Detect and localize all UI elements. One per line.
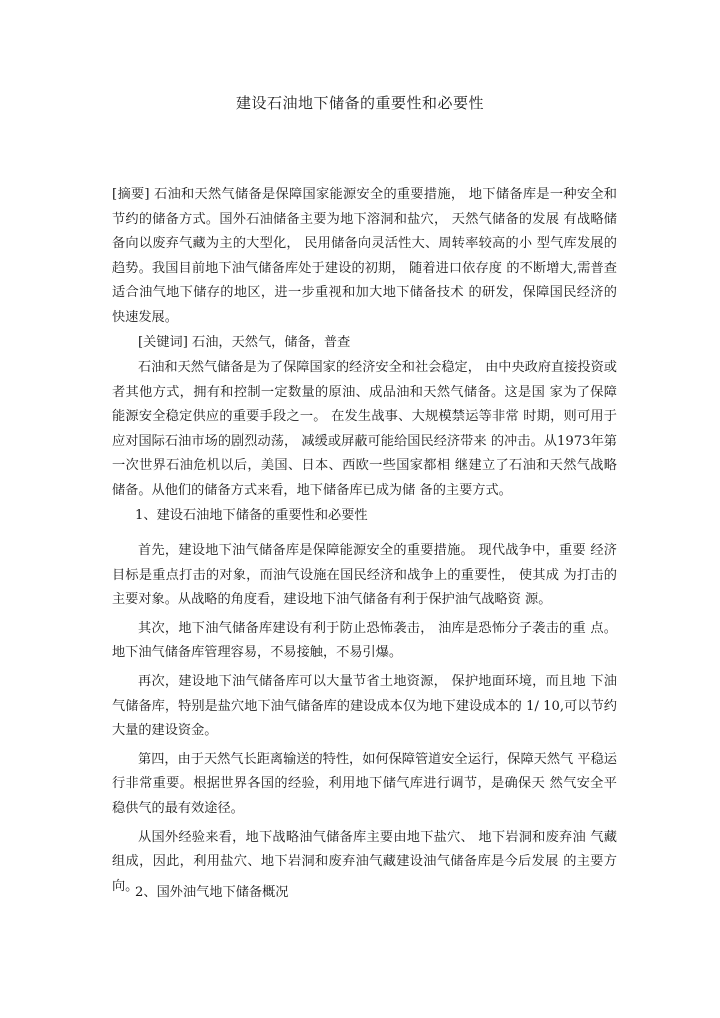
paragraph-first: 首先，建设地下油气储备库是保障能源安全的重要措施。 现代战争中，重要 经济目标是重点打击的对象，而油气设施在国民经济和战争上的重要性， 使其成 为打击的主要对象。从战略的角度看，建设地下油气储备有利于保护油气战略资 源。 xyxy=(112,543,617,608)
intro-paragraph xyxy=(112,356,617,504)
abstract-text: [摘要] 石油和天然气储备是保障国家能源安全的重要措施， 地下储备库是一种安全和节约的储备方式。国外石油储备主要为地下溶洞和盐穴， 天然气储备的发展 有战略储备向以废弃气藏为主的大型化， 民用储备向灵活性大、周转率较高的小 型气库发展的趋势。我国目前地下油气储备库处于建设的初期， 随着进口依存度 的不断增大,需普查适合油气地下储存的地区，进一步重视和加大地下储备技术 的研发，保障国民经济的快速发展。 xyxy=(112,187,617,325)
document-title: 建设石油地下储备的重要性和必要性 xyxy=(235,94,484,112)
keywords-text: [关键词] 石油，天然气，储备，普查 xyxy=(138,335,351,350)
abstract-paragraph xyxy=(112,183,617,331)
paragraph-fifth: 从国外经验来看，地下战略油气储备库主要由地下盐穴、 地下岩洞和废弃油 气藏组成，因此，利用盐穴、地下岩洞和废弃油气藏建设油气储备库是今后发展 的主要方向。 xyxy=(112,829,617,894)
paragraph-second: 其次，地下油气储备库建设有利于防止恐怖袭击， 油库是恐怖分子袭击的重 点。地下油气储备库管理容易，不易接触，不易引爆。 xyxy=(112,620,617,661)
intro-text: 石油和天然气储备是为了保障国家的经济安全和社会稳定， 由中央政府直接投资或者其他方式，拥有和控制一定数量的原油、成品油和天然气储备。这是国 家为了保障能源安全稳定供应的重要手段之一。 在发生战事、大规模禁运等非常 时期，则可用于应对国际石油市场的剧烈动荡， 减缓或屏蔽可能给国民经济带来 的冲击。从1973年第一次世界石油危机以后，美国、日本、西欧一些国家都相 继建立了石油和天然气战略储备。从他们的储备方式来看，地下储备库已成为储 备的主要方式。 xyxy=(112,360,617,498)
section-1-body xyxy=(112,539,617,899)
paragraph-third: 再次，建设地下油气储备库可以大量节省土地资源， 保护地面环境，而且地 下油气储备库，特别是盐穴地下油气储备库的建设成本仅为地下建设成本的 1/ 10,可以节约大量的建设资金。 xyxy=(112,673,617,739)
section-heading-1: 1、建设石油地下储备的重要性和必要性 xyxy=(135,508,368,523)
section-heading-2: 2、国外油气地下储备概况 xyxy=(135,885,289,900)
keywords-paragraph xyxy=(112,331,617,356)
paragraph-fourth: 第四，由于天然气长距离输送的特性，如何保障管道安全运行，保障天然气 平稳运行非常重要。根据世界各国的经验，利用地下储气库进行调节，是确保天 然气安全平稳供气的最有效途径。 xyxy=(112,751,617,816)
